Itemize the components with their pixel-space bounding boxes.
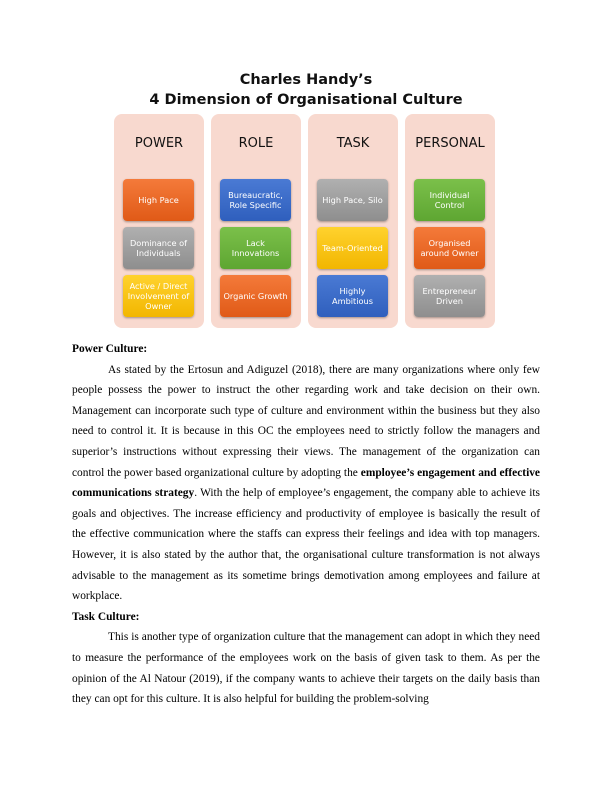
column-role [211, 114, 301, 328]
figure-title-line1: Charles Handy’s [239, 72, 373, 88]
box-entrepreneur-driven: Entrepreneur Driven [414, 275, 485, 317]
task-culture-paragraph: This is another type of organization culture that the management can adopt in which they need to measure the performance of the employees work on the basis of given task to them. As per the opinion of the Al Natour (2019), if the company wants to achieve their targets on the daily basis than they can opt for this culture. It is also helpful for building the problem-solving [72, 631, 540, 706]
column-personal [405, 114, 495, 328]
box-individual-control: Individual Control [414, 179, 485, 221]
figure-title-line2: 4 Dimension of Organisational Culture [149, 92, 463, 108]
box-high-pace-silo: High Pace, Silo [317, 179, 388, 221]
box-lack-innovations: Lack Innovations [220, 227, 291, 269]
power-paragraph-part1: As stated by the Ertosun and Adiguzel (2018), there are many organizations where only few people possess the power to instruct the other regarding work and take decision on their own. Management can incorporate such type of culture and environment within the business but they also need to control it. It is because in this OC the employees need to strictly follow the managers and superior’s instructions without expressing their views. The management of the organization can control the power based organizational culture by adopting the [72, 363, 540, 479]
power-culture-paragraph [72, 360, 540, 607]
box-organic-growth: Organic Growth [220, 275, 291, 317]
box-bureaucratic-role-specific: Bureaucratic, Role Specific [220, 179, 291, 221]
box-high-pace: High Pace [123, 179, 194, 221]
column-power-label: POWER [134, 136, 184, 151]
task-culture-heading: Task Culture: [72, 610, 140, 623]
box-highly-ambitious: Highly Ambitious [317, 275, 388, 317]
box-team-oriented: Team-Oriented [317, 227, 388, 269]
box-active-involvement-of-owner: Active / Direct Involvement of Owner [123, 275, 194, 317]
column-task-label: TASK [336, 136, 370, 151]
power-paragraph-bold: employee’s engagement and effective communications strategy [72, 466, 540, 500]
column-personal-label: PERSONAL [415, 136, 485, 151]
handy-culture-figure [110, 70, 502, 332]
box-dominance-of-individuals: Dominance of Individuals [123, 227, 194, 269]
column-task [308, 114, 398, 328]
power-culture-heading: Power Culture: [72, 343, 148, 355]
document-body [72, 339, 540, 710]
power-paragraph-part2: . With the help of employee’s engagement, the company able to achieve its goals and objectives. The increase efficiency and productivity of employee is basically the result of the effective communication where the staffs can express their feelings and idea with top managers. However, it is also stated by the author that, the organisational culture transformation is not always advisable to the management as its sometime brings demotivation among employees and failure at workplace. [72, 487, 540, 603]
column-role-label: ROLE [238, 136, 274, 151]
culture-columns [114, 114, 495, 328]
column-power [114, 114, 204, 328]
box-organised-around-owner: Organised around Owner [414, 227, 485, 269]
